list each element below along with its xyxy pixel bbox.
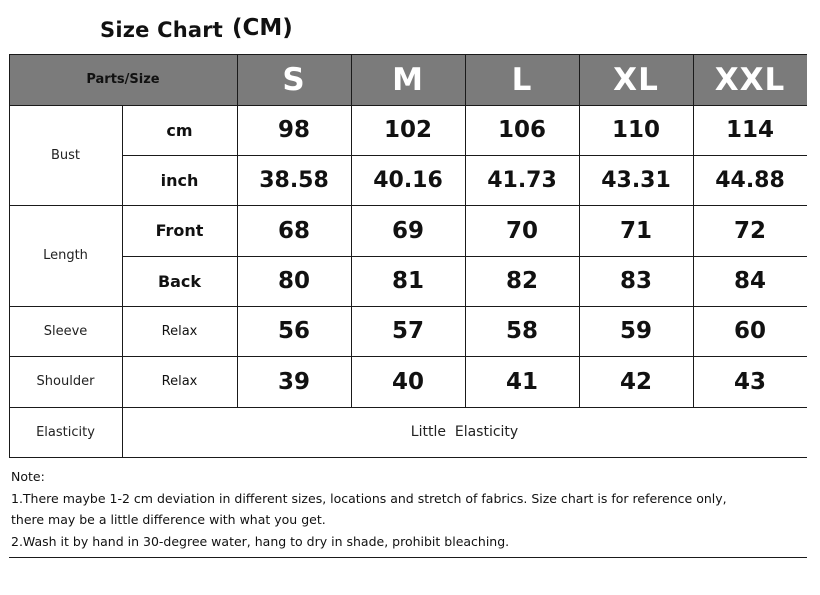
shoulder-s: 39 (277, 368, 310, 395)
length-back-label: Back (157, 271, 202, 291)
bust-cm-label: cm (166, 120, 193, 140)
parts-size-header: Parts/Size (86, 72, 160, 87)
row-label-sleeve: Sleeve (43, 323, 88, 339)
bust-cm-s: 98 (277, 117, 310, 143)
shoulder-sub-label: Relax (161, 374, 198, 389)
length-back-xxl: 84 (733, 268, 766, 294)
length-back-s: 80 (277, 268, 310, 294)
row-label-elasticity: Elasticity (36, 424, 95, 440)
sleeve-l: 58 (505, 318, 538, 344)
row-label-bust: Bust (50, 147, 81, 163)
rule (9, 557, 807, 558)
rule (9, 457, 807, 458)
note-line-1-cont: there may be a little difference with what you get. (11, 512, 326, 527)
notes-heading: Note: (11, 469, 45, 484)
shoulder-m: 40 (391, 368, 424, 395)
rule (9, 54, 807, 55)
length-front-m: 69 (391, 217, 424, 244)
bust-inch-s: 38.58 (259, 167, 329, 193)
bust-inch-m: 40.16 (373, 167, 443, 193)
length-back-m: 81 (391, 268, 424, 294)
size-header-xxl: XXL (714, 61, 786, 98)
bust-inch-xxl: 44.88 (715, 167, 785, 193)
note-line-2: 2.Wash it by hand in 30-degree water, hang to dry in shade, prohibit bleaching. (11, 533, 510, 549)
length-back-xl: 83 (619, 268, 652, 294)
bust-cm-m: 102 (383, 117, 432, 143)
sleeve-m: 57 (391, 318, 424, 344)
bust-inch-xl: 43.31 (601, 167, 671, 193)
length-front-xl: 71 (619, 217, 652, 244)
length-front-s: 68 (277, 217, 310, 244)
size-header-s: S (282, 61, 306, 98)
bust-inch-label: inch (160, 170, 199, 190)
bust-cm-xl: 110 (611, 117, 660, 143)
sleeve-xl: 59 (619, 318, 652, 344)
shoulder-l: 41 (505, 368, 538, 395)
length-front-l: 70 (505, 217, 538, 244)
row-label-length: Length (43, 248, 88, 263)
length-front-xxl: 72 (733, 217, 766, 244)
unit-label: (CM) (232, 15, 293, 41)
shoulder-xxl: 43 (733, 368, 766, 395)
sleeve-s: 56 (277, 318, 310, 344)
shoulder-xl: 42 (619, 368, 652, 395)
bust-cm-xxl: 114 (725, 117, 774, 143)
note-line-1: 1.There maybe 1-2 cm deviation in different sizes, locations and stretch of fabrics. Size chart is for reference only, (11, 490, 727, 506)
size-header-xl: XL (613, 61, 659, 98)
row-label-shoulder: Shoulder (36, 374, 95, 389)
bust-cm-l: 106 (497, 117, 546, 143)
elasticity-value: Little Elasticity (410, 424, 519, 440)
length-front-label: Front (155, 221, 204, 240)
bust-inch-l: 41.73 (487, 167, 557, 193)
sleeve-sub-label: Relax (161, 323, 198, 339)
page-title: Size Chart (100, 18, 224, 42)
sleeve-xxl: 60 (733, 318, 766, 344)
length-back-l: 82 (505, 268, 538, 294)
size-header-m: M (392, 61, 424, 98)
size-header-l: L (511, 61, 533, 98)
notes-section (11, 466, 811, 552)
